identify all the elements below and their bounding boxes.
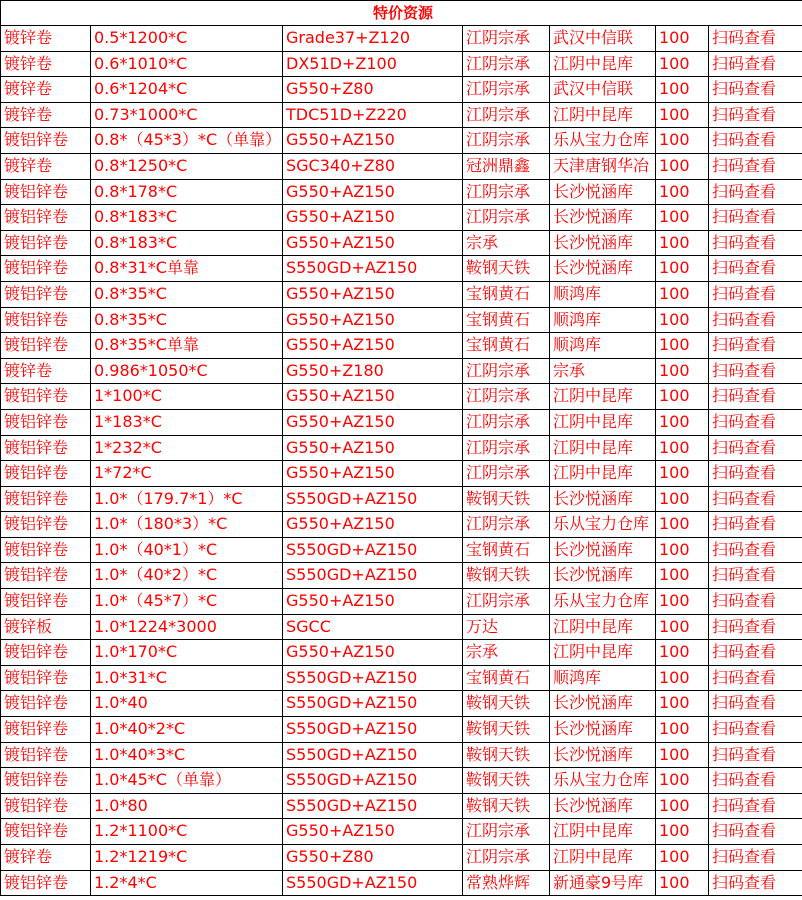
table-row [1, 845, 802, 871]
mill-cell: 鞍钢天铁 [463, 742, 550, 768]
table-row [1, 77, 802, 103]
scan-cell[interactable]: 扫码查看 [709, 230, 802, 256]
scan-cell[interactable]: 扫码查看 [709, 409, 802, 435]
quantity-cell: 100 [656, 563, 709, 589]
quantity-cell: 100 [656, 640, 709, 666]
spec-cell: 1.2*1100*C [91, 819, 283, 845]
scan-cell[interactable]: 扫码查看 [709, 563, 802, 589]
product-cell: 镀锌卷 [1, 77, 91, 103]
table-row [1, 563, 802, 589]
grade-cell: G550+AZ150 [283, 589, 463, 615]
product-cell: 镀铝锌卷 [1, 461, 91, 487]
scan-cell[interactable]: 扫码查看 [709, 281, 802, 307]
table-row [1, 333, 802, 359]
spec-cell: 1.0*（40*2）*C [91, 563, 283, 589]
mill-cell: 江阴宗承 [463, 435, 550, 461]
table-row [1, 768, 802, 794]
table-row [1, 384, 802, 410]
spec-cell: 1.0*31*C [91, 665, 283, 691]
mill-cell: 江阴宗承 [463, 26, 550, 52]
quantity-cell: 100 [656, 153, 709, 179]
warehouse-cell: 江阴中昆库 [550, 640, 656, 666]
table-row [1, 435, 802, 461]
product-cell: 镀铝锌卷 [1, 486, 91, 512]
warehouse-cell: 长沙悦涵库 [550, 742, 656, 768]
quantity-cell: 100 [656, 51, 709, 77]
mill-cell: 宗承 [463, 640, 550, 666]
product-cell: 镀铝锌卷 [1, 384, 91, 410]
quantity-cell: 100 [656, 230, 709, 256]
quantity-cell: 100 [656, 486, 709, 512]
quantity-cell: 100 [656, 205, 709, 231]
scan-cell[interactable]: 扫码查看 [709, 461, 802, 487]
product-cell: 镀铝锌卷 [1, 563, 91, 589]
product-cell: 镀锌卷 [1, 51, 91, 77]
scan-cell[interactable]: 扫码查看 [709, 819, 802, 845]
mill-cell: 江阴宗承 [463, 845, 550, 871]
table-body [1, 1, 802, 896]
quantity-cell: 100 [656, 281, 709, 307]
warehouse-cell: 长沙悦涵库 [550, 179, 656, 205]
spec-cell: 1.0*40 [91, 691, 283, 717]
grade-cell: S550GD+AZ150 [283, 665, 463, 691]
grade-cell: G550+AZ150 [283, 281, 463, 307]
scan-cell[interactable]: 扫码查看 [709, 512, 802, 538]
table-row [1, 486, 802, 512]
table-row [1, 358, 802, 384]
table-row [1, 128, 802, 154]
spec-cell: 0.6*1204*C [91, 77, 283, 103]
table-row [1, 461, 802, 487]
table-row [1, 230, 802, 256]
product-cell: 镀铝锌卷 [1, 128, 91, 154]
table-row [1, 742, 802, 768]
warehouse-cell: 江阴中昆库 [550, 845, 656, 871]
warehouse-cell: 江阴中昆库 [550, 435, 656, 461]
spec-cell: 1*232*C [91, 435, 283, 461]
table-row [1, 256, 802, 282]
mill-cell: 鞍钢天铁 [463, 691, 550, 717]
spec-cell: 0.8*35*C [91, 281, 283, 307]
grade-cell: G550+AZ150 [283, 230, 463, 256]
table-row [1, 793, 802, 819]
mill-cell: 鞍钢天铁 [463, 256, 550, 282]
quantity-cell: 100 [656, 665, 709, 691]
quantity-cell: 100 [656, 102, 709, 128]
mill-cell: 江阴宗承 [463, 358, 550, 384]
spec-cell: 0.8*183*C [91, 230, 283, 256]
scan-cell[interactable]: 扫码查看 [709, 691, 802, 717]
mill-cell: 江阴宗承 [463, 461, 550, 487]
scan-cell[interactable]: 扫码查看 [709, 256, 802, 282]
warehouse-cell: 长沙悦涵库 [550, 793, 656, 819]
quantity-cell: 100 [656, 589, 709, 615]
quantity-cell: 100 [656, 256, 709, 282]
grade-cell: S550GD+AZ150 [283, 768, 463, 794]
quantity-cell: 100 [656, 461, 709, 487]
quantity-cell: 100 [656, 26, 709, 52]
mill-cell: 江阴宗承 [463, 589, 550, 615]
table-row [1, 307, 802, 333]
grade-cell: G550+AZ150 [283, 640, 463, 666]
warehouse-cell: 长沙悦涵库 [550, 717, 656, 743]
product-cell: 镀锌卷 [1, 102, 91, 128]
quantity-cell: 100 [656, 819, 709, 845]
grade-cell: G550+AZ150 [283, 179, 463, 205]
warehouse-cell: 江阴中昆库 [550, 384, 656, 410]
scan-cell[interactable]: 扫码查看 [709, 793, 802, 819]
spec-cell: 1.0*（180*3）*C [91, 512, 283, 538]
grade-cell: G550+AZ150 [283, 205, 463, 231]
grade-cell: TDC51D+Z220 [283, 102, 463, 128]
spec-cell: 0.5*1200*C [91, 26, 283, 52]
grade-cell: S550GD+AZ150 [283, 256, 463, 282]
scan-cell[interactable]: 扫码查看 [709, 640, 802, 666]
warehouse-cell: 江阴中昆库 [550, 51, 656, 77]
mill-cell: 冠洲鼎鑫 [463, 153, 550, 179]
table-row [1, 179, 802, 205]
spec-cell: 1.2*1219*C [91, 845, 283, 871]
grade-cell: S550GD+AZ150 [283, 742, 463, 768]
warehouse-cell: 长沙悦涵库 [550, 256, 656, 282]
product-cell: 镀铝锌卷 [1, 768, 91, 794]
grade-cell: S550GD+AZ150 [283, 870, 463, 896]
product-cell: 镀铝锌卷 [1, 717, 91, 743]
warehouse-cell: 江阴中昆库 [550, 614, 656, 640]
scan-cell[interactable]: 扫码查看 [709, 51, 802, 77]
mill-cell: 江阴宗承 [463, 128, 550, 154]
quantity-cell: 100 [656, 793, 709, 819]
grade-cell: S550GD+AZ150 [283, 563, 463, 589]
product-cell: 镀锌卷 [1, 358, 91, 384]
grade-cell: S550GD+AZ150 [283, 486, 463, 512]
mill-cell: 万达 [463, 614, 550, 640]
warehouse-cell: 武汉中信联 [550, 26, 656, 52]
spec-cell: 1.0*45*C（单靠） [91, 768, 283, 794]
product-cell: 镀铝锌卷 [1, 589, 91, 615]
warehouse-cell: 长沙悦涵库 [550, 691, 656, 717]
product-cell: 镀锌卷 [1, 26, 91, 52]
product-cell: 镀铝锌卷 [1, 870, 91, 896]
mill-cell: 鞍钢天铁 [463, 793, 550, 819]
scan-cell[interactable]: 扫码查看 [709, 537, 802, 563]
warehouse-cell: 长沙悦涵库 [550, 537, 656, 563]
spec-cell: 1.0*（179.7*1）*C [91, 486, 283, 512]
grade-cell: SGC340+Z80 [283, 153, 463, 179]
grade-cell: Grade37+Z120 [283, 26, 463, 52]
grade-cell: G550+AZ150 [283, 819, 463, 845]
quantity-cell: 100 [656, 614, 709, 640]
product-cell: 镀铝锌卷 [1, 665, 91, 691]
table-row [1, 512, 802, 538]
quantity-cell: 100 [656, 128, 709, 154]
spec-cell: 0.8*1250*C [91, 153, 283, 179]
spec-cell: 0.8*183*C [91, 205, 283, 231]
grade-cell: G550+Z80 [283, 77, 463, 103]
product-cell: 镀铝锌卷 [1, 640, 91, 666]
warehouse-cell: 江阴中昆库 [550, 102, 656, 128]
warehouse-cell: 天津唐钢华冶 [550, 153, 656, 179]
scan-cell[interactable]: 扫码查看 [709, 614, 802, 640]
quantity-cell: 100 [656, 537, 709, 563]
product-cell: 镀铝锌卷 [1, 435, 91, 461]
grade-cell: SGCC [283, 614, 463, 640]
quantity-cell: 100 [656, 435, 709, 461]
title-row [1, 1, 802, 26]
spec-cell: 1.2*4*C [91, 870, 283, 896]
mill-cell: 宝钢黄石 [463, 307, 550, 333]
scan-cell[interactable]: 扫码查看 [709, 870, 802, 896]
spec-cell: 1.0*80 [91, 793, 283, 819]
mill-cell: 宝钢黄石 [463, 537, 550, 563]
mill-cell: 宝钢黄石 [463, 665, 550, 691]
grade-cell: G550+AZ150 [283, 307, 463, 333]
quantity-cell: 100 [656, 179, 709, 205]
table-row [1, 281, 802, 307]
table-row [1, 870, 802, 896]
table-row [1, 102, 802, 128]
warehouse-cell: 顺鸿库 [550, 333, 656, 359]
grade-cell: G550+Z180 [283, 358, 463, 384]
table-row [1, 153, 802, 179]
spec-cell: 0.8*178*C [91, 179, 283, 205]
spec-cell: 1.0*170*C [91, 640, 283, 666]
quantity-cell: 100 [656, 768, 709, 794]
grade-cell: G550+Z80 [283, 845, 463, 871]
scan-cell[interactable]: 扫码查看 [709, 845, 802, 871]
warehouse-cell: 江阴中昆库 [550, 409, 656, 435]
grade-cell: G550+AZ150 [283, 333, 463, 359]
spec-cell: 0.6*1010*C [91, 51, 283, 77]
table-row [1, 26, 802, 52]
scan-cell[interactable]: 扫码查看 [709, 665, 802, 691]
product-cell: 镀铝锌卷 [1, 281, 91, 307]
table-row [1, 409, 802, 435]
scan-cell[interactable]: 扫码查看 [709, 77, 802, 103]
product-cell: 镀铝锌卷 [1, 333, 91, 359]
mill-cell: 鞍钢天铁 [463, 486, 550, 512]
scan-cell[interactable]: 扫码查看 [709, 435, 802, 461]
mill-cell: 常熟烨辉 [463, 870, 550, 896]
warehouse-cell: 江阴中昆库 [550, 819, 656, 845]
table-title: 特价资源 [1, 1, 802, 26]
spec-cell: 0.8*35*C [91, 307, 283, 333]
product-cell: 镀铝锌卷 [1, 537, 91, 563]
product-cell: 镀铝锌卷 [1, 742, 91, 768]
quantity-cell: 100 [656, 409, 709, 435]
table-row [1, 691, 802, 717]
product-cell: 镀铝锌卷 [1, 256, 91, 282]
scan-cell[interactable]: 扫码查看 [709, 102, 802, 128]
table-row [1, 665, 802, 691]
scan-cell[interactable]: 扫码查看 [709, 333, 802, 359]
grade-cell: S550GD+AZ150 [283, 717, 463, 743]
spec-cell: 0.8*35*C单靠 [91, 333, 283, 359]
mill-cell: 江阴宗承 [463, 512, 550, 538]
warehouse-cell: 乐从宝力仓库 [550, 512, 656, 538]
scan-cell[interactable]: 扫码查看 [709, 742, 802, 768]
mill-cell: 宝钢黄石 [463, 281, 550, 307]
spec-cell: 0.986*1050*C [91, 358, 283, 384]
product-cell: 镀铝锌卷 [1, 819, 91, 845]
warehouse-cell: 顺鸿库 [550, 307, 656, 333]
mill-cell: 江阴宗承 [463, 179, 550, 205]
scan-cell[interactable]: 扫码查看 [709, 205, 802, 231]
warehouse-cell: 乐从宝力仓库 [550, 128, 656, 154]
quantity-cell: 100 [656, 333, 709, 359]
product-cell: 镀铝锌卷 [1, 691, 91, 717]
spec-cell: 1*72*C [91, 461, 283, 487]
scan-cell[interactable]: 扫码查看 [709, 26, 802, 52]
table-row [1, 614, 802, 640]
warehouse-cell: 顺鸿库 [550, 665, 656, 691]
mill-cell: 江阴宗承 [463, 102, 550, 128]
grade-cell: G550+AZ150 [283, 409, 463, 435]
table-row [1, 537, 802, 563]
product-cell: 镀锌卷 [1, 153, 91, 179]
mill-cell: 鞍钢天铁 [463, 768, 550, 794]
table-row [1, 717, 802, 743]
spec-cell: 0.8*31*C单靠 [91, 256, 283, 282]
grade-cell: S550GD+AZ150 [283, 793, 463, 819]
mill-cell: 宝钢黄石 [463, 333, 550, 359]
grade-cell: S550GD+AZ150 [283, 537, 463, 563]
quantity-cell: 100 [656, 512, 709, 538]
spec-cell: 1*100*C [91, 384, 283, 410]
scan-cell[interactable]: 扫码查看 [709, 717, 802, 743]
grade-cell: G550+AZ150 [283, 384, 463, 410]
product-cell: 镀铝锌卷 [1, 179, 91, 205]
mill-cell: 江阴宗承 [463, 51, 550, 77]
warehouse-cell: 新通豪9号库 [550, 870, 656, 896]
scan-cell[interactable]: 扫码查看 [709, 384, 802, 410]
warehouse-cell: 长沙悦涵库 [550, 230, 656, 256]
spec-cell: 1.0*（40*1）*C [91, 537, 283, 563]
mill-cell: 江阴宗承 [463, 819, 550, 845]
scan-cell[interactable]: 扫码查看 [709, 486, 802, 512]
quantity-cell: 100 [656, 845, 709, 871]
quantity-cell: 100 [656, 742, 709, 768]
spec-cell: 1.0*40*2*C [91, 717, 283, 743]
product-cell: 镀铝锌卷 [1, 230, 91, 256]
product-cell: 镀锌卷 [1, 845, 91, 871]
warehouse-cell: 武汉中信联 [550, 77, 656, 103]
grade-cell: G550+AZ150 [283, 435, 463, 461]
quantity-cell: 100 [656, 307, 709, 333]
mill-cell: 宗承 [463, 230, 550, 256]
warehouse-cell: 长沙悦涵库 [550, 205, 656, 231]
spec-cell: 0.8*（45*3）*C（单靠） [91, 128, 283, 154]
quantity-cell: 100 [656, 717, 709, 743]
product-cell: 镀铝锌卷 [1, 205, 91, 231]
mill-cell: 江阴宗承 [463, 205, 550, 231]
quantity-cell: 100 [656, 870, 709, 896]
spec-cell: 1*183*C [91, 409, 283, 435]
quantity-cell: 100 [656, 384, 709, 410]
scan-cell[interactable]: 扫码查看 [709, 768, 802, 794]
table-row [1, 819, 802, 845]
scan-cell[interactable]: 扫码查看 [709, 307, 802, 333]
warehouse-cell: 宗承 [550, 358, 656, 384]
spec-cell: 1.0*1224*3000 [91, 614, 283, 640]
warehouse-cell: 乐从宝力仓库 [550, 768, 656, 794]
product-cell: 镀铝锌卷 [1, 307, 91, 333]
spec-cell: 0.73*1000*C [91, 102, 283, 128]
grade-cell: G550+AZ150 [283, 128, 463, 154]
table-row [1, 51, 802, 77]
scan-cell[interactable]: 扫码查看 [709, 128, 802, 154]
spec-cell: 1.0*（45*7）*C [91, 589, 283, 615]
scan-cell[interactable]: 扫码查看 [709, 179, 802, 205]
quantity-cell: 100 [656, 691, 709, 717]
product-cell: 镀铝锌卷 [1, 793, 91, 819]
table-row [1, 205, 802, 231]
grade-cell: DX51D+Z100 [283, 51, 463, 77]
grade-cell: G550+AZ150 [283, 461, 463, 487]
grade-cell: S550GD+AZ150 [283, 691, 463, 717]
mill-cell: 江阴宗承 [463, 77, 550, 103]
product-cell: 镀锌板 [1, 614, 91, 640]
mill-cell: 鞍钢天铁 [463, 563, 550, 589]
quantity-cell: 100 [656, 358, 709, 384]
mill-cell: 鞍钢天铁 [463, 717, 550, 743]
warehouse-cell: 顺鸿库 [550, 281, 656, 307]
scan-cell[interactable]: 扫码查看 [709, 358, 802, 384]
warehouse-cell: 江阴中昆库 [550, 461, 656, 487]
table-row [1, 589, 802, 615]
mill-cell: 江阴宗承 [463, 409, 550, 435]
product-cell: 镀铝锌卷 [1, 409, 91, 435]
product-cell: 镀铝锌卷 [1, 512, 91, 538]
warehouse-cell: 乐从宝力仓库 [550, 589, 656, 615]
spec-cell: 1.0*40*3*C [91, 742, 283, 768]
warehouse-cell: 长沙悦涵库 [550, 486, 656, 512]
table-row [1, 640, 802, 666]
warehouse-cell: 长沙悦涵库 [550, 563, 656, 589]
quantity-cell: 100 [656, 77, 709, 103]
grade-cell: G550+AZ150 [283, 512, 463, 538]
scan-cell[interactable]: 扫码查看 [709, 589, 802, 615]
mill-cell: 江阴宗承 [463, 384, 550, 410]
scan-cell[interactable]: 扫码查看 [709, 153, 802, 179]
